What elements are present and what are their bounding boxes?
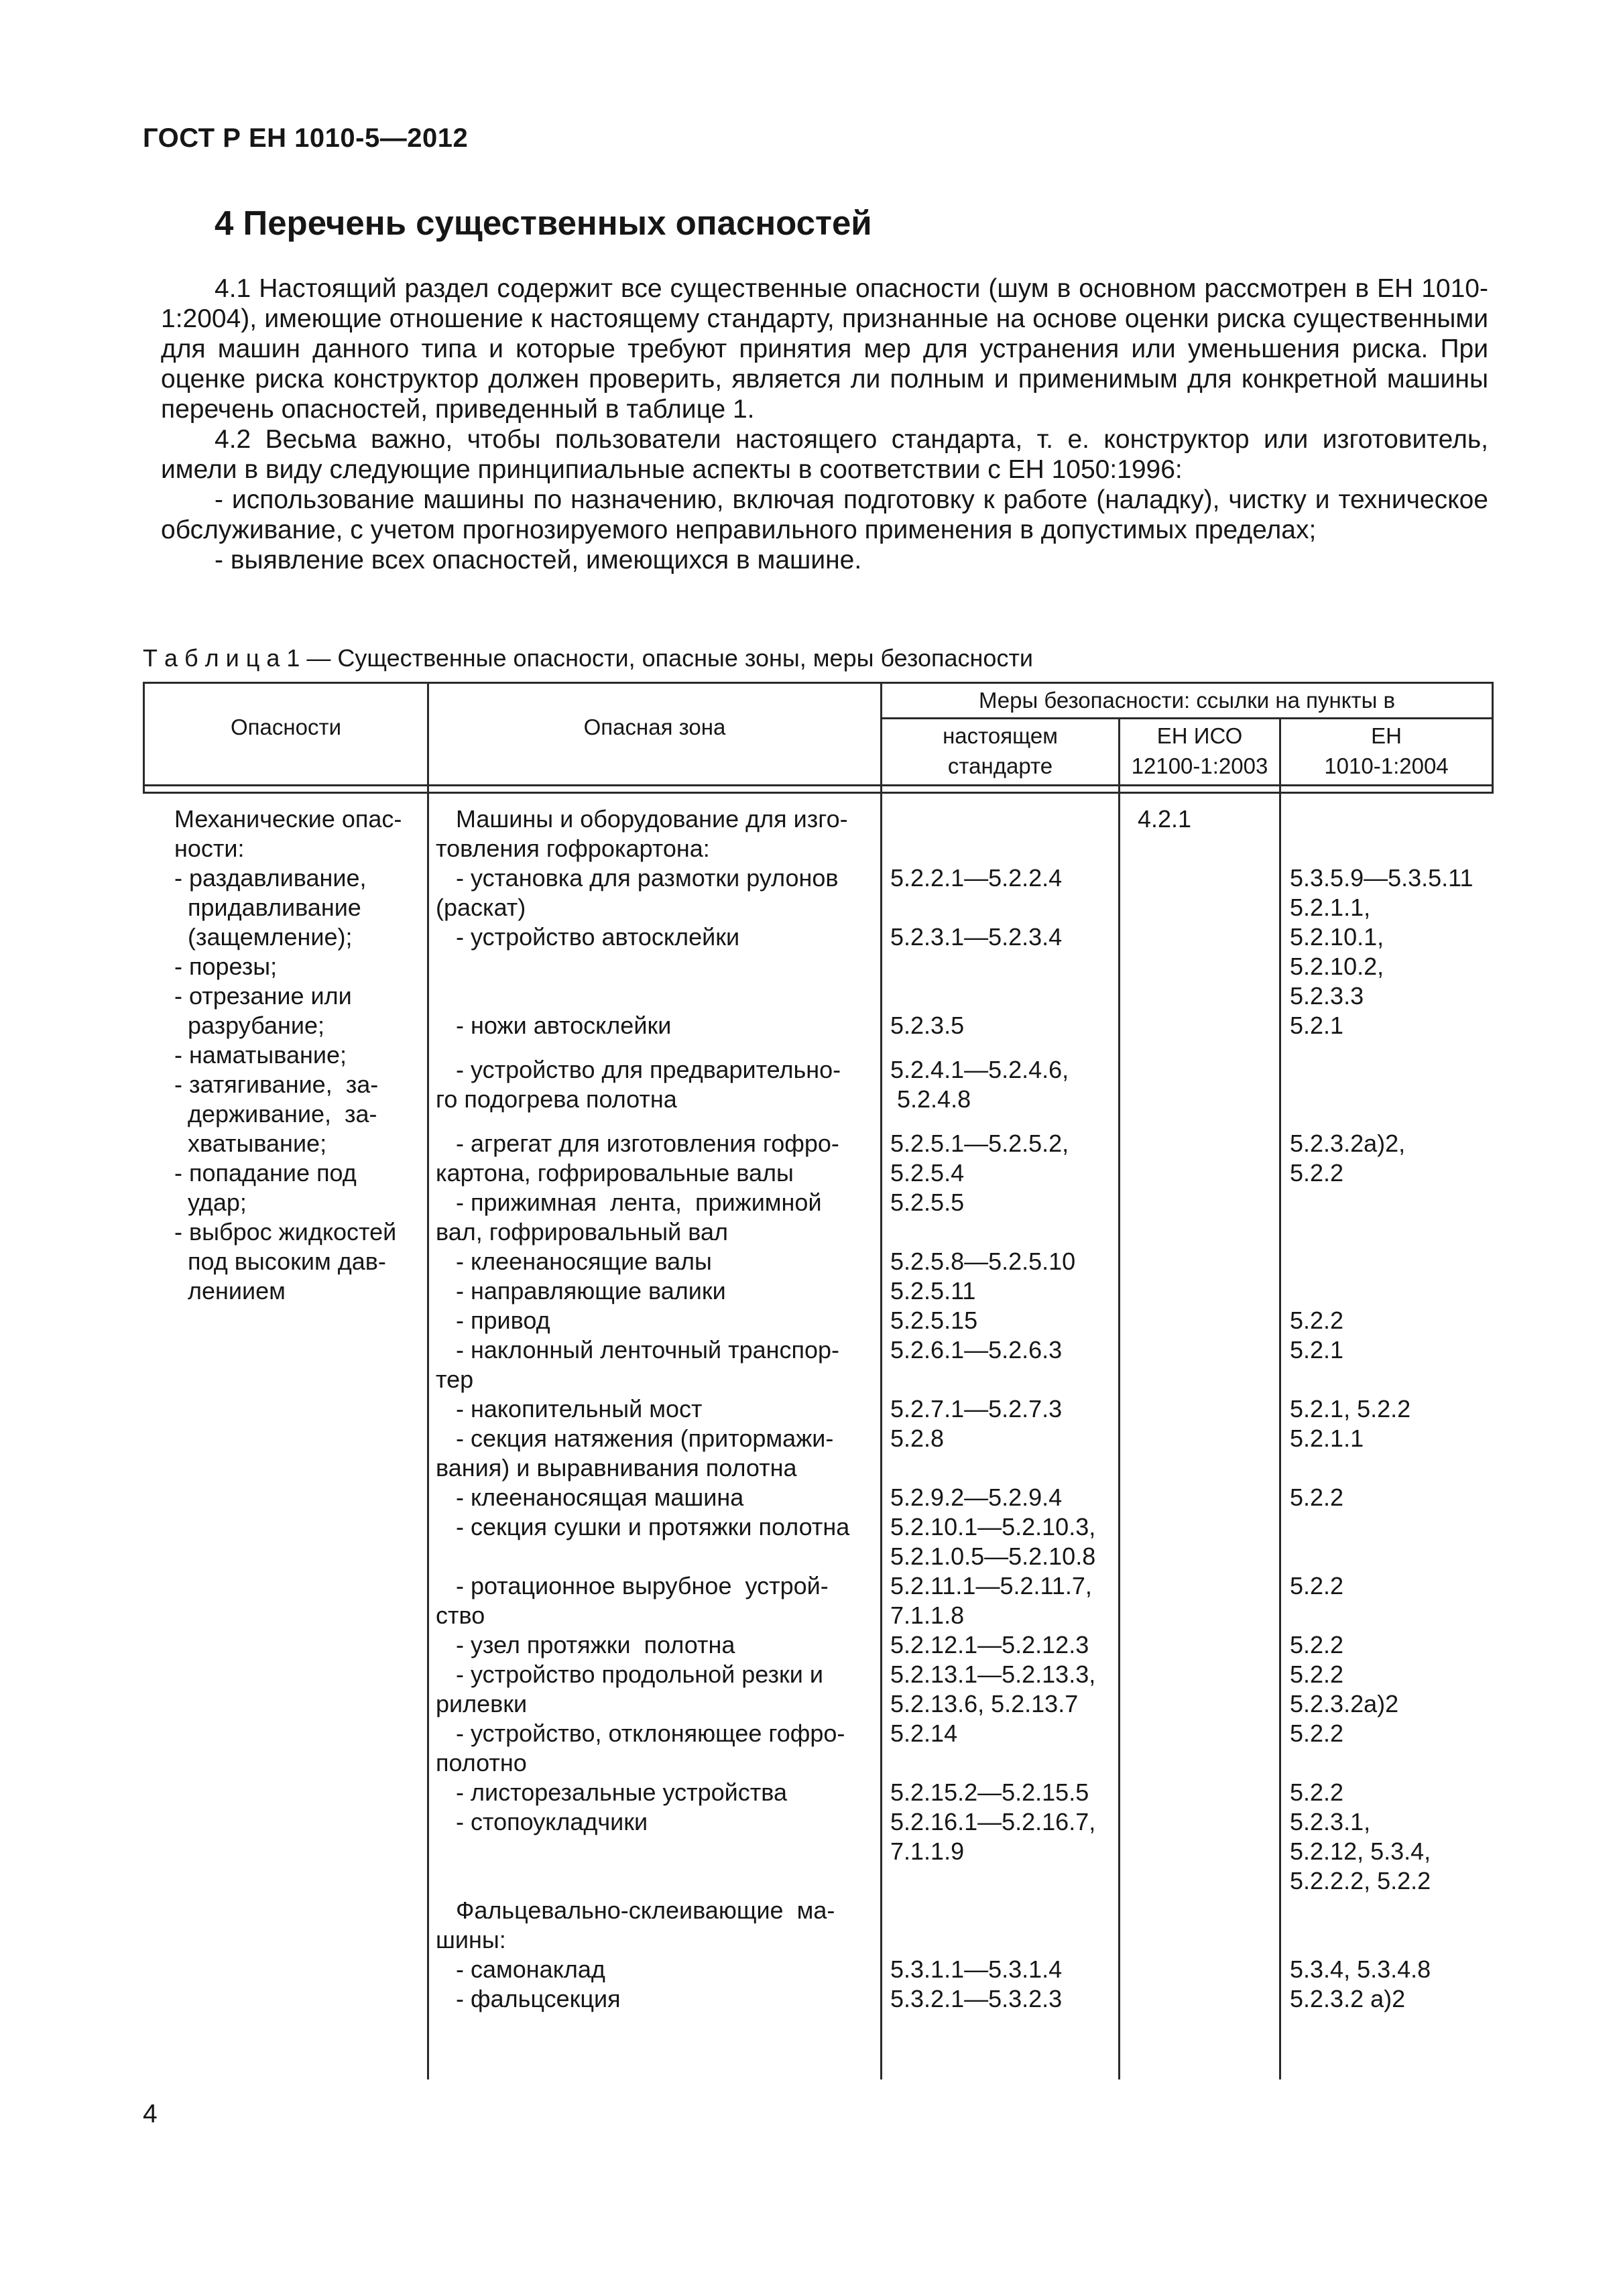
en-clause: 5.2.1, 5.2.2 (1290, 1395, 1411, 1423)
zone-line: - листорезальные устройства (436, 1778, 788, 1806)
en-clause: 5.2.2 (1290, 1159, 1344, 1187)
standard-clause: 5.2.13.1—5.2.13.3, (890, 1660, 1096, 1688)
zone-line: - прижимная лента, прижимной (436, 1189, 822, 1216)
standard-clause: 5.2.6.1—5.2.6.3 (890, 1336, 1063, 1364)
en-clause: 5.2.12, 5.3.4, (1290, 1837, 1431, 1865)
header-bottom-border (143, 784, 1494, 786)
standard-clause: 5.2.4.8 (890, 1085, 971, 1113)
list-item-intended-use: - использование машины по назначению, включая подготовку к работе (наладку), чистку и техническое обслуживание, с учетом прогнозируемого неправильного применения в допустимых пределах; (161, 485, 1488, 544)
en-clause: 5.2.10.2, (1290, 953, 1384, 980)
header-en-iso-line2: 12100-1:2003 (1131, 753, 1268, 778)
en-clause: 5.2.10.1, (1290, 923, 1384, 951)
zone-line: - устройство автосклейки (436, 923, 740, 951)
section-title: 4 Перечень существенных опасностей (215, 204, 872, 242)
en-clause: 5.3.4, 5.3.4.8 (1290, 1955, 1431, 1983)
zone-line: картона, гофрировальные валы (436, 1159, 794, 1187)
header-en-1010-line2: 1010-1:2004 (1324, 753, 1449, 778)
header-safety-measures: Меры безопасности: ссылки на пункты в (978, 688, 1396, 713)
en-clause: 5.2.2 (1290, 1719, 1344, 1747)
header-hazards: Опасности (230, 715, 342, 739)
en-clause: 5.2.3.2 а)2 (1290, 1985, 1406, 2012)
en-clause: 5.2.2 (1290, 1484, 1344, 1511)
standard-clause: 5.2.16.1—5.2.16.7, (890, 1808, 1096, 1835)
en-clause: 5.2.3.1, (1290, 1808, 1371, 1835)
iso-column-divider (1279, 717, 1281, 2079)
hazard-line: - порезы; (174, 953, 278, 980)
en-clause: 5.2.2 (1290, 1778, 1344, 1806)
measures-header-divider (880, 717, 1494, 719)
standard-clause: 5.2.5.11 (890, 1277, 976, 1305)
standard-clause: 7.1.1.8 (890, 1602, 965, 1629)
standard-clause: 5.2.8 (890, 1425, 945, 1452)
standard-clause: 5.2.11.1—5.2.11.7, (890, 1572, 1092, 1599)
zone-line: вал, гофрировальный вал (436, 1218, 729, 1246)
standard-clause: 5.2.1.0.5—5.2.10.8 (890, 1543, 1096, 1570)
en-clause: 5.2.2 (1290, 1660, 1344, 1688)
hazard-line: разрубание; (174, 1012, 324, 1039)
en-clause: 5.2.3.2а)2 (1290, 1690, 1399, 1717)
en-clause: 5.2.3.3 (1290, 982, 1364, 1010)
standard-clause: 5.2.5.8—5.2.5.10 (890, 1248, 1076, 1275)
hazards-column-divider (427, 682, 429, 2079)
hazard-line: придавливание (174, 894, 361, 921)
zone-line: - наклонный ленточный транспор- (436, 1336, 840, 1364)
zone-line: - привод (436, 1307, 550, 1334)
zone-line: - секция натяжения (притормажи- (436, 1425, 834, 1452)
hazard-line: - затягивание, за- (174, 1071, 379, 1098)
zone-line: - ротационное вырубное устрой- (436, 1572, 829, 1599)
zone-line: - фальцсекция (436, 1985, 621, 2012)
zone-line: - ножи автосклейки (436, 1012, 672, 1039)
header-en-1010 (1281, 721, 1492, 781)
standard-clause: 5.3.2.1—5.3.2.3 (890, 1985, 1063, 2012)
zone-line: - узел протяжки полотна (436, 1631, 735, 1658)
hazard-line: хватывание; (174, 1130, 327, 1157)
standard-clause: 5.2.10.1—5.2.10.3, (890, 1513, 1096, 1540)
standard-clause: 5.2.3.5 (890, 1012, 965, 1039)
table-top-border (143, 682, 1494, 684)
zone-line: тер (436, 1366, 474, 1393)
hazard-line: - выброс жидкостей (174, 1218, 397, 1246)
en-clause: 5.2.1.1 (1290, 1425, 1364, 1452)
standard-clause: 5.2.5.15 (890, 1307, 978, 1334)
zone-line: - устройство продольной резки и (436, 1660, 823, 1688)
table-right-border (1492, 682, 1494, 794)
zone-line: - агрегат для изготовления гофро- (436, 1130, 839, 1157)
header-this-standard-line2: стандарте (947, 753, 1053, 778)
standard-clause: 7.1.1.9 (890, 1837, 965, 1865)
header-en-iso-line1: ЕН ИСО (1156, 723, 1243, 748)
header-en-iso (1120, 721, 1279, 781)
zone-line: го подогрева полотна (436, 1085, 677, 1113)
header-double-border (143, 792, 1494, 794)
hazard-line: - отрезание или (174, 982, 352, 1010)
standard-clause: 5.2.4.1—5.2.4.6, (890, 1056, 1069, 1083)
header-this-standard (882, 721, 1118, 781)
zone-line: - клеенаносящая машина (436, 1484, 744, 1511)
zone-line: - устройство для предварительно- (436, 1056, 841, 1083)
en-clause: 5.2.1 (1290, 1012, 1344, 1039)
zone-line: ство (436, 1602, 485, 1629)
list-item-hazard-identification: - выявление всех опасностей, имеющихся в машине. (215, 546, 862, 575)
standard-column-divider (1118, 717, 1120, 2079)
en-clause: 5.2.1.1, (1290, 894, 1371, 921)
header-en-1010-line1: ЕН (1371, 723, 1402, 748)
zone-line: - направляющие валики (436, 1277, 726, 1305)
hazard-line: под высоким дав- (174, 1248, 386, 1275)
zone-line: шины: (436, 1926, 506, 1953)
en-clause: 5.2.3.2а)2, (1290, 1130, 1406, 1157)
hazard-line: лениием (174, 1277, 286, 1305)
paragraph-4-2: 4.2 Весьма важно, чтобы пользователи настоящего стандарта, т. е. конструктор или изготовитель, имели в виду следующие принципиальные аспекты в соответствии с ЕН 1050:1996: (161, 425, 1488, 484)
zone-line: - накопительный мост (436, 1395, 703, 1423)
standard-clause: 5.2.7.1—5.2.7.3 (890, 1395, 1063, 1423)
zone-line: - клеенаносящие валы (436, 1248, 712, 1275)
page-number: 4 (143, 2100, 158, 2128)
zone-line: - самонаклад (436, 1955, 605, 1983)
zone-line: Машины и оборудование для изго- (436, 805, 848, 833)
en-clause: 5.2.2 (1290, 1631, 1344, 1658)
en-clause: 5.2.2.2, 5.2.2 (1290, 1867, 1431, 1894)
en-clause: 5.2.2 (1290, 1307, 1344, 1334)
zone-line: рилевки (436, 1690, 528, 1717)
standard-clause: 5.2.5.1—5.2.5.2, (890, 1130, 1069, 1157)
table-caption: Т а б л и ц а 1 — Существенные опасности, опасные зоны, меры безопасности (143, 644, 1034, 672)
hazard-line: - попадание под (174, 1159, 357, 1187)
zone-line: - секция сушки и протяжки полотна (436, 1513, 850, 1540)
standard-clause: 5.2.14 (890, 1719, 958, 1747)
header-this-standard-line1: настоящем (943, 723, 1058, 748)
zone-line: - установка для размотки рулонов (436, 864, 839, 892)
zone-line: полотно (436, 1749, 527, 1776)
standard-clause: 5.2.5.4 (890, 1159, 965, 1187)
en-clause: 5.2.1 (1290, 1336, 1344, 1364)
zone-column-divider (880, 682, 882, 2079)
standard-clause: 5.3.1.1—5.3.1.4 (890, 1955, 1063, 1983)
standard-clause: 5.2.13.6, 5.2.13.7 (890, 1690, 1079, 1717)
zone-line: - стопоукладчики (436, 1808, 648, 1835)
standard-clause: 5.2.2.1—5.2.2.4 (890, 864, 1063, 892)
paragraph-4-1: 4.1 Настоящий раздел содержит все существенные опасности (шум в основном рассмотрен в ЕН 1010-1:2004), имеющие отношение к настоящему стандарту, признанные на основе оценки риска существенными для машин данного типа и которые требуют принятия мер для устранения или уменьшения риска. При оценке риска конструктор должен проверить, является ли полным и применимым для конкретной машины перечень опасностей, приведенный в таблице 1. (161, 274, 1488, 424)
hazard-line: Механические опас- (174, 805, 402, 833)
iso-clause: 4.2.1 (1138, 805, 1192, 833)
en-clause: 5.2.2 (1290, 1572, 1344, 1599)
standard-clause: 5.2.15.2—5.2.15.5 (890, 1778, 1089, 1806)
standard-clause: 5.2.3.1—5.2.3.4 (890, 923, 1063, 951)
zone-line: Фальцевально-склеивающие ма- (436, 1896, 835, 1924)
standard-clause: 5.2.12.1—5.2.12.3 (890, 1631, 1089, 1658)
hazard-line: - наматывание; (174, 1041, 347, 1069)
hazard-line: держивание, за- (174, 1100, 377, 1128)
hazard-line: ности: (174, 835, 245, 862)
hazard-line: (защемление); (174, 923, 353, 951)
hazard-line: - раздавливание, (174, 864, 367, 892)
zone-line: - устройство, отклоняющее гофро- (436, 1719, 845, 1747)
zone-line: товления гофрокартона: (436, 835, 710, 862)
document-code: ГОСТ Р ЕН 1010-5—2012 (143, 123, 469, 153)
zone-line: вания) и выравнивания полотна (436, 1454, 797, 1482)
standard-clause: 5.2.9.2—5.2.9.4 (890, 1484, 1063, 1511)
standard-clause: 5.2.5.5 (890, 1189, 965, 1216)
en-clause: 5.3.5.9—5.3.5.11 (1290, 864, 1474, 892)
zone-line: (раскат) (436, 894, 526, 921)
hazard-line: удар; (174, 1189, 247, 1216)
header-hazard-zone: Опасная зона (583, 715, 726, 739)
